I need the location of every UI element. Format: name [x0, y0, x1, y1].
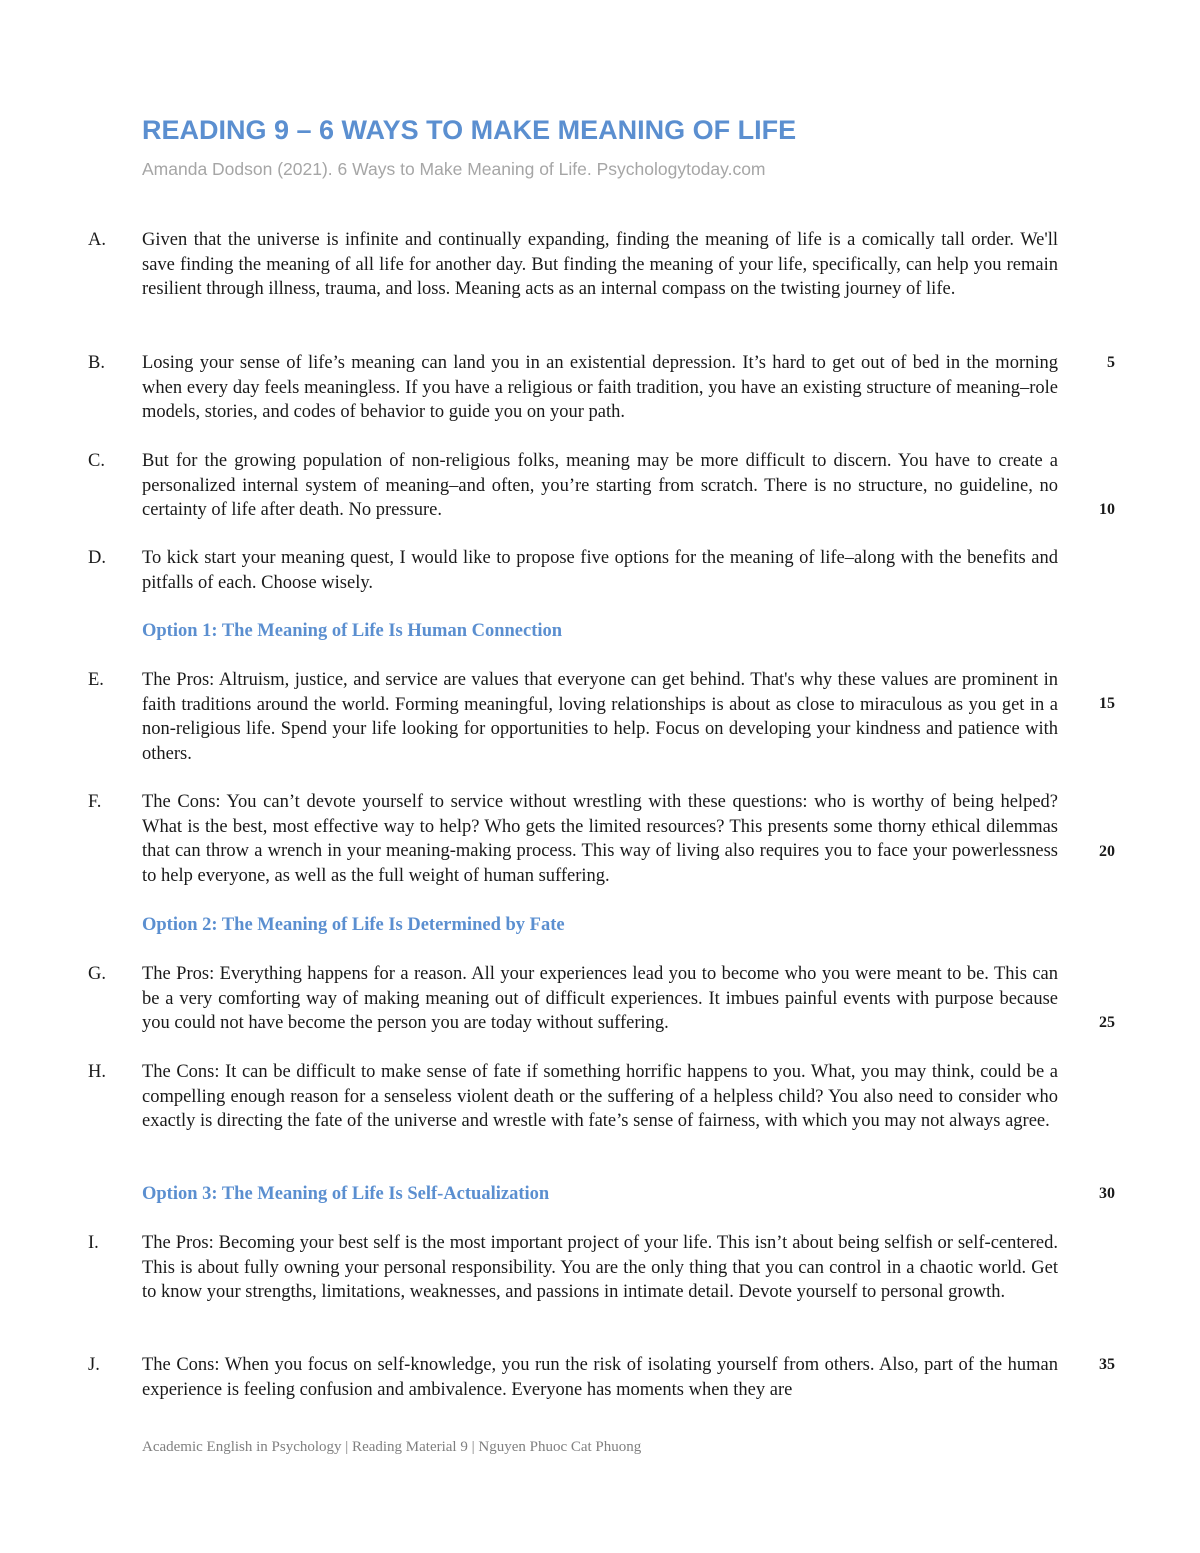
paragraph-text: The Pros: Becoming your best self is the most important project of your life. This isn’t about being selfish or self-centered. This is about fully owning your personal responsibility. You are the only thing that you can control in a chaotic world. Get to know your strengths, limitations, weaknesses, and passions in intimate detail. Devote yourself to personal growth.	[142, 1233, 1058, 1303]
line-number: 5	[1107, 354, 1115, 371]
paragraph-letter: J.	[88, 1355, 100, 1375]
paragraph-text: Given that the universe is infinite and continually expanding, finding the meaning of life is a comically tall order. We'll save finding the meaning of all life for another day. But finding the meaning of your life, specifically, can help you remain resilient through illness, trauma, and loss. Meaning acts as an internal compass on the twisting journey of life.	[142, 230, 1058, 300]
paragraph-letter: G.	[88, 964, 106, 984]
paragraph-letter: D.	[88, 548, 106, 568]
option-2-heading: Option 2: The Meaning of Life Is Determined by Fate	[142, 915, 565, 935]
document-title: READING 9 – 6 WAYS TO MAKE MEANING OF LIFE	[142, 115, 797, 145]
paragraph-text: The Pros: Everything happens for a reason. All your experiences lead you to become who you were meant to be. This can be a very comforting way of making meaning out of difficult experiences. It imbues painful events with purpose because you could not have become the person you are today without suffering.	[142, 964, 1058, 1034]
paragraph-letter: E.	[88, 670, 104, 690]
paragraph-letter: A.	[88, 230, 106, 250]
paragraph-text: The Cons: When you focus on self-knowledge, you run the risk of isolating yourself from others. Also, part of the human experience is feeling confusion and ambivalence. Everyone has moments when they are	[142, 1355, 1058, 1400]
document-subtitle: Amanda Dodson (2021). 6 Ways to Make Meaning of Life. Psychologytoday.com	[142, 159, 766, 179]
paragraph-text: The Cons: You can’t devote yourself to service without wrestling with these questions: who is worthy of being helped? What is the best, most effective way to help? Who gets the limited resources? This presents some thorny ethical dilemmas that can throw a wrench in your meaning-making process. This way of living also requires you to face your powerlessness to help everyone, as well as the full weight of human suffering.	[142, 792, 1058, 886]
paragraph-letter: B.	[88, 353, 105, 373]
option-1-heading: Option 1: The Meaning of Life Is Human Connection	[142, 621, 563, 641]
paragraph-text: The Pros: Altruism, justice, and service are values that everyone can get behind. That's why these values are prominent in faith traditions around the world. Forming meaningful, loving relationships is about as close to miraculous as you get in a non-religious life. Spend your life looking for opportunities to help. Focus on developing your kindness and patience with others.	[142, 670, 1058, 764]
line-number: 15	[1099, 695, 1115, 712]
paragraph-text: To kick start your meaning quest, I would like to propose five options for the meaning of life–along with the benefits and pitfalls of each. Choose wisely.	[142, 548, 1058, 593]
paragraph-letter: C.	[88, 451, 105, 471]
paragraph-text: But for the growing population of non-religious folks, meaning may be more difficult to discern. You have to create a personalized internal system of meaning–and often, you’re starting from scratch. There is no structure, no guideline, no certainty of life after death. No pressure.	[142, 451, 1058, 521]
line-number: 35	[1099, 1356, 1115, 1373]
line-number: 25	[1099, 1014, 1115, 1031]
page-footer: Academic English in Psychology | Reading Material 9 | Nguyen Phuoc Cat Phuong	[142, 1439, 642, 1455]
paragraph-text: Losing your sense of life’s meaning can land you in an existential depression. It’s hard to get out of bed in the morning when every day feels meaningless. If you have a religious or faith tradition, you have an existing structure of meaning–role models, stories, and codes of behavior to guide you on your path.	[142, 353, 1058, 423]
line-number: 10	[1099, 501, 1115, 518]
line-number: 20	[1099, 843, 1115, 860]
paragraph-letter: I.	[88, 1233, 99, 1253]
paragraph-text: The Cons: It can be difficult to make sense of fate if something horrific happens to you. What, you may think, could be a compelling enough reason for a senseless violent death or the suffering of a helpless child? You also need to consider who exactly is directing the fate of the universe and wrestle with fate’s sense of fairness, with which you may not always agree.	[142, 1062, 1058, 1132]
paragraph-letter: H.	[88, 1062, 106, 1082]
line-number: 30	[1099, 1185, 1115, 1202]
option-3-heading: Option 3: The Meaning of Life Is Self-Actualization	[142, 1184, 550, 1204]
paragraph-letter: F.	[88, 792, 102, 812]
